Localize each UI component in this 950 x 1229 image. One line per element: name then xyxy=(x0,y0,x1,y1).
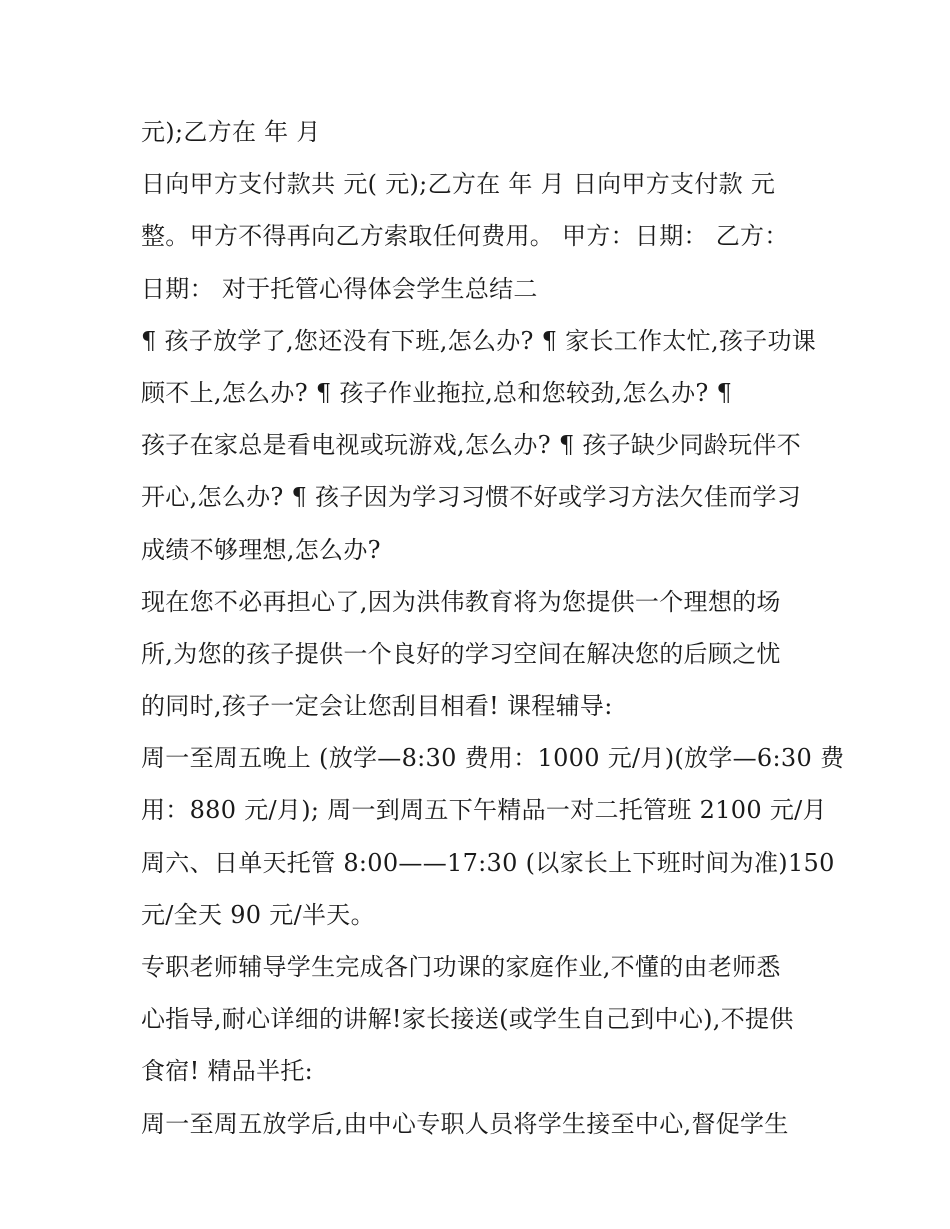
text-line: 现在您不必再担心了,因为洪伟教育将为您提供一个理想的场 xyxy=(141,587,781,616)
document-body xyxy=(141,106,845,1150)
text-line: 的同时,孩子一定会让您刮目相看! 课程辅导: xyxy=(141,692,613,721)
text-line: 顾不上,怎么办? ¶ 孩子作业拖拉,总和您较劲,怎么办? ¶ xyxy=(141,378,733,407)
text-line: 周一至周五放学后,由中心专职人员将学生接至中心,督促学生 xyxy=(141,1109,789,1138)
text-line: 整。甲方不得再向乙方索取任何费用。 甲方：日期： 乙方： xyxy=(141,222,789,251)
text-line: 专职老师辅导学生完成各门功课的家庭作业,不懂的由老师悉 xyxy=(141,953,781,981)
text-line: 元/全天 90 元/半天。 xyxy=(141,900,375,929)
text-line: 食宿! 精品半托: xyxy=(141,1057,314,1086)
text-line: 所,为您的孩子提供一个良好的学习空间在解决您的后顾之忧 xyxy=(141,639,781,668)
text-line: 成绩不够理想,怎么办? xyxy=(141,535,381,564)
text-line: 孩子在家总是看电视或玩游戏,怎么办? ¶ 孩子缺少同龄玩伴不 xyxy=(141,431,802,460)
text-line: 用：880 元/月); 周一到周五下午精品一对二托管班 2100 元/月 xyxy=(141,796,827,825)
text-line: 周六、日单天托管 8:00——17:30 (以家长上下班时间为准)150 xyxy=(141,848,835,877)
text-line: 开心,怎么办? ¶ 孩子因为学习习惯不好或学习方法欠佳而学习 xyxy=(141,483,802,512)
text-line: 周一至周五晚上 (放学—8:30 费用：1000 元/月)(放学—6:30 费 xyxy=(141,744,845,773)
text-line: ¶ 孩子放学了,您还没有下班,怎么办? ¶ 家长工作太忙,孩子功课 xyxy=(141,326,817,355)
text-line: 日向甲方支付款共 元( 元);乙方在 年 月 日向甲方支付款 元 xyxy=(141,170,776,199)
text-line: 心指导,耐心详细的讲解!家长接送(或学生自己到中心),不提供 xyxy=(141,1005,794,1034)
text-line: 元);乙方在 年 月 xyxy=(141,118,321,146)
text-line: 日期： 对于托管心得体会学生总结二 xyxy=(141,274,538,303)
